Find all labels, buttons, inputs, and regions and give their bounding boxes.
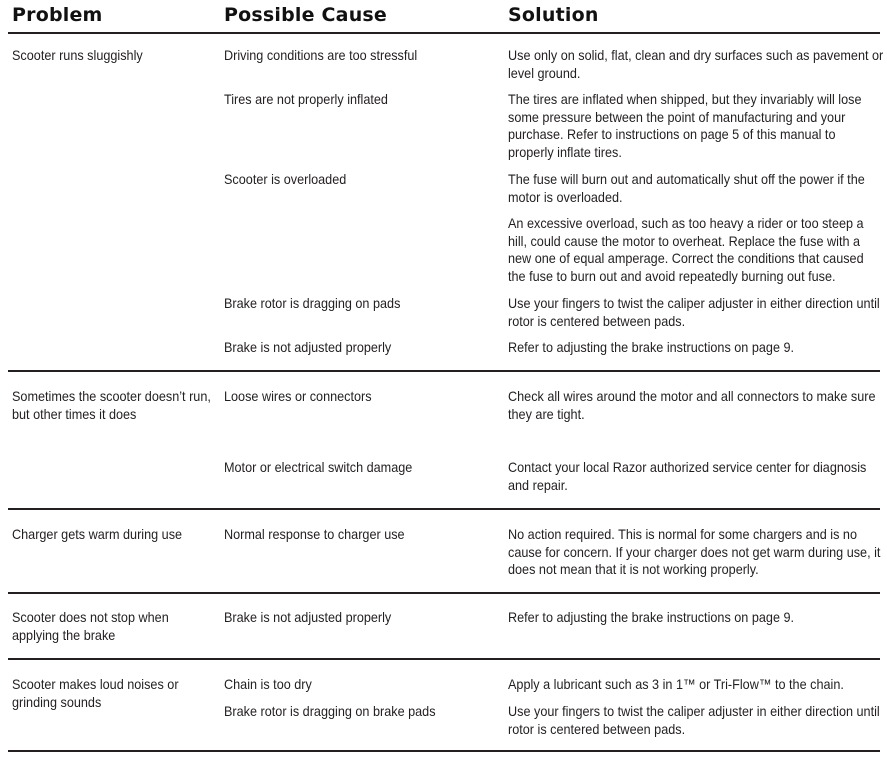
solution-cell: Refer to adjusting the brake instructions on page 9. — [508, 340, 795, 355]
solution-cell: No action required. This is normal for some chargers and is no cause for concern. If your charger does not get warm during use, it does not mean that it is not working properly. — [508, 527, 881, 577]
cause-cell: Brake is not adjusted properly — [224, 610, 392, 625]
header-possible-cause: Possible Cause — [224, 4, 388, 26]
header-divider — [8, 32, 880, 34]
row-divider — [8, 592, 880, 594]
cause-cell: Driving conditions are too stressful — [224, 48, 418, 63]
problem-cell: Scooter runs sluggishly — [12, 48, 143, 63]
solution-cell: Apply a lubricant such as 3 in 1™ or Tri-Flow™ to the chain. — [508, 677, 844, 692]
table-bottom-rule — [8, 750, 880, 752]
solution-cell: Use your fingers to twist the caliper adjuster in either direction until rotor is centered between pads. — [508, 704, 880, 737]
cause-cell: Normal response to charger use — [224, 527, 405, 542]
solution-cell: Contact your local Razor authorized service center for diagnosis and repair. — [508, 460, 867, 493]
problem-cell: Charger gets warm during use — [12, 527, 183, 542]
cause-cell: Tires are not properly inflated — [224, 92, 388, 107]
problem-cell: Scooter makes loud noises or grinding sounds — [12, 677, 179, 710]
row-divider — [8, 370, 880, 372]
row-divider — [8, 658, 880, 660]
cause-cell: Scooter is overloaded — [224, 172, 347, 187]
solution-cell: Check all wires around the motor and all connectors to make sure they are tight. — [508, 389, 876, 422]
solution-cell: The tires are inflated when shipped, but they invariably will lose some pressure between the point of manufacturing and your purchase. Refer to instructions on page 5 of this manual to properly inflate tires. — [508, 92, 862, 160]
solution-cell: Refer to adjusting the brake instructions on page 9. — [508, 610, 795, 625]
cause-cell: Brake rotor is dragging on brake pads — [224, 704, 436, 719]
cause-cell: Brake is not adjusted properly — [224, 340, 392, 355]
problem-cell: Sometimes the scooter doesn’t run, but other times it does — [12, 389, 211, 422]
solution-cell: Use only on solid, flat, clean and dry surfaces such as pavement or level ground. — [508, 48, 884, 81]
row-divider — [8, 508, 880, 510]
cause-cell: Motor or electrical switch damage — [224, 460, 413, 475]
cause-cell: Chain is too dry — [224, 677, 312, 692]
solution-cell: An excessive overload, such as too heavy a rider or too steep a hill, could cause the motor to overheat. Replace the fuse with a new one of equal amperage. Correct the conditions that caused the fuse to burn out and avoid repeatedly burning out fuse. — [508, 216, 864, 284]
solution-cell: The fuse will burn out and automatically shut off the power if the motor is overloaded. — [508, 172, 865, 205]
cause-cell: Loose wires or connectors — [224, 389, 372, 404]
problem-cell: Scooter does not stop when applying the brake — [12, 610, 169, 643]
cause-cell: Brake rotor is dragging on pads — [224, 296, 401, 311]
solution-cell: Use your fingers to twist the caliper adjuster in either direction until rotor is centered between pads. — [508, 296, 880, 329]
header-problem: Problem — [12, 4, 103, 26]
header-solution: Solution — [508, 4, 599, 26]
